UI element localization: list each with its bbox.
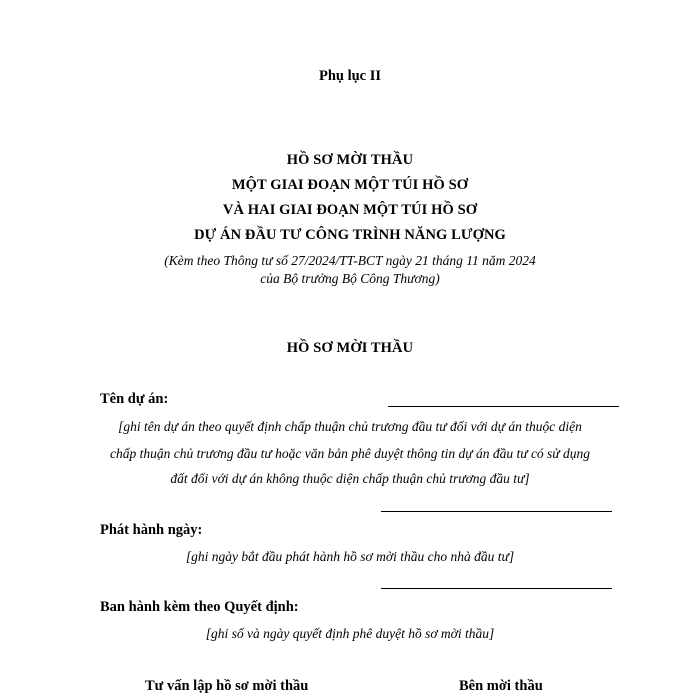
decision-instruction: [ghi số và ngày quyết định phê duyệt hồ sơ mời thầu] bbox=[205, 626, 495, 641]
signature-inviter: Bên mời thầu bbox=[459, 678, 543, 694]
header-line-2: MỘT GIAI ĐOẠN MỘT TÚI HỒ SƠ bbox=[231, 177, 469, 193]
issue-date-label: Phát hành ngày: bbox=[100, 522, 203, 538]
issue-date-instruction: [ghi ngày bắt đầu phát hành hồ sơ mời thầu cho nhà đầu tư] bbox=[185, 549, 515, 564]
header-note-line-1: (Kèm theo Thông tư số 27/2024/TT-BCT ngày 21 tháng 11 năm 2024 bbox=[164, 253, 536, 268]
project-name-instruction-1: [ghi tên dự án theo quyết định chấp thuận chủ trương đầu tư đối với dự án thuộc diện bbox=[118, 419, 582, 434]
header-line-3: VÀ HAI GIAI ĐOẠN MỘT TÚI HỒ SƠ bbox=[222, 202, 478, 218]
issue-date-blank bbox=[381, 588, 612, 589]
signature-consultant: Tư vấn lập hồ sơ mời thầu bbox=[145, 678, 309, 694]
header-note-line-2: của Bộ trưởng Bộ Công Thương) bbox=[260, 271, 440, 286]
project-name-instruction-3: đất đối với dự án không thuộc diện chấp thuận chủ trương đầu tư] bbox=[170, 471, 530, 486]
project-name-label: Tên dự án: bbox=[100, 391, 169, 407]
appendix-label: Phụ lục II bbox=[318, 68, 382, 84]
project-name-blank bbox=[388, 406, 619, 407]
header-line-4: DỰ ÁN ĐẦU TƯ CÔNG TRÌNH NĂNG LƯỢNG bbox=[194, 227, 506, 243]
project-name-blank-2 bbox=[381, 511, 612, 512]
header-line-1: HỒ SƠ MỜI THẦU bbox=[286, 152, 414, 168]
decision-label: Ban hành kèm theo Quyết định: bbox=[100, 599, 299, 615]
project-name-instruction-2: chấp thuận chủ trương đầu tư hoặc văn bản phê duyệt thông tin dự án đầu tư có sử dụng bbox=[109, 446, 591, 461]
cover-title: HỒ SƠ MỜI THẦU bbox=[286, 340, 414, 356]
